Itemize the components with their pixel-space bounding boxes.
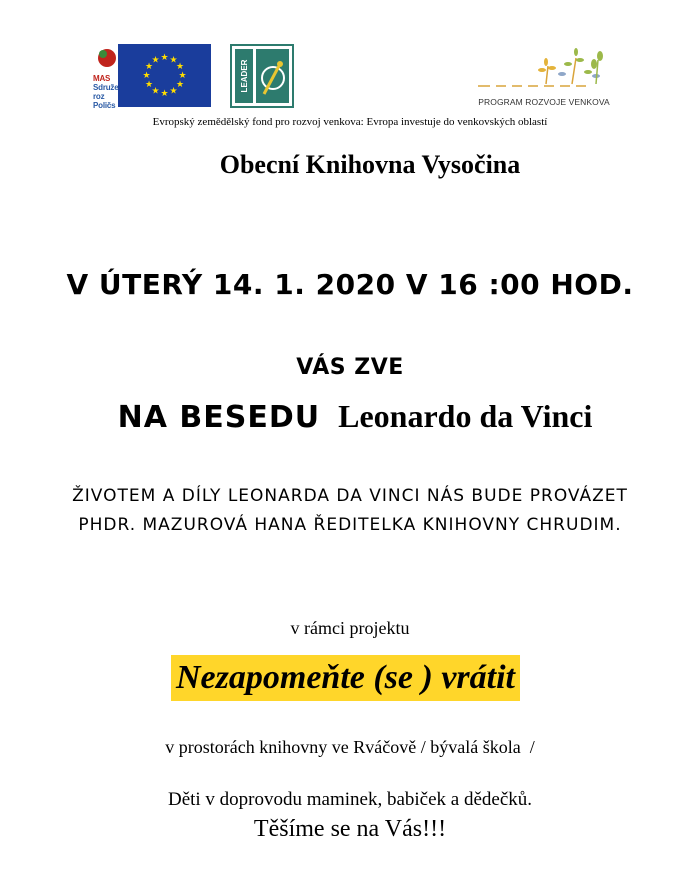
- fund-line: Evropský zemědělský fond pro rozvoj venkova: Evropa investuje do venkovských oblastí: [152, 116, 548, 128]
- children-note: Děti v doprovodu maminek, babiček a dědečků.: [167, 789, 533, 810]
- mas-logo-line: MAS: [93, 74, 111, 83]
- svg-text:★: ★: [160, 89, 169, 99]
- event-title-prefix: NA BESEDU: [117, 400, 321, 435]
- svg-text:★: ★: [175, 62, 185, 72]
- svg-text:★: ★: [169, 86, 178, 97]
- svg-text:★: ★: [142, 71, 151, 81]
- library-name: Obecní Knihovna Vysočina: [219, 150, 521, 179]
- svg-text:★: ★: [151, 55, 160, 66]
- event-description: [0, 482, 700, 540]
- event-place: v prostorách knihovny ve Rváčově / bývalá škola /: [165, 737, 535, 757]
- mas-logo: [93, 44, 121, 108]
- mas-logo-line: Poličs: [93, 101, 116, 108]
- program-rozvoje-venkova-label: PROGRAM ROZVOJE VENKOVA: [478, 97, 610, 107]
- svg-text:★: ★: [144, 80, 154, 90]
- project-frame-text: v rámci projektu: [290, 618, 410, 638]
- event-title-name: Leonardo da Vinci: [338, 398, 593, 434]
- svg-text:★: ★: [169, 55, 178, 66]
- event-title: [0, 398, 700, 435]
- svg-text:★: ★: [178, 71, 187, 81]
- event-date: V ÚTERÝ 14. 1. 2020 V 16 :00 HOD.: [66, 268, 634, 301]
- svg-text:★: ★: [151, 86, 160, 97]
- project-name-highlight: [171, 655, 520, 701]
- mas-logo-line: Sdruže: [93, 83, 119, 92]
- leader-logo-text: LEADER: [240, 59, 249, 93]
- greeting: Těšíme se na Vás!!!: [253, 816, 447, 842]
- mas-logo-line: roz: [93, 92, 105, 101]
- leader-logo: [230, 44, 294, 108]
- svg-text:★: ★: [144, 62, 154, 72]
- project-name: Nezapomeňte (se ) vrátit: [176, 659, 515, 696]
- svg-text:★: ★: [175, 80, 185, 90]
- eu-flag-icon: [118, 44, 211, 107]
- svg-text:★: ★: [160, 53, 169, 63]
- description-line-1: ŽIVOTEM A DÍLY LEONARDA DA VINCI NÁS BUDE PROVÁZET: [72, 486, 628, 506]
- invites-text: VÁS ZVE: [296, 355, 404, 380]
- description-line-2: PHDR. MAZUROVÁ HANA ŘEDITELKA KNIHOVNY CHRUDIM.: [78, 515, 622, 535]
